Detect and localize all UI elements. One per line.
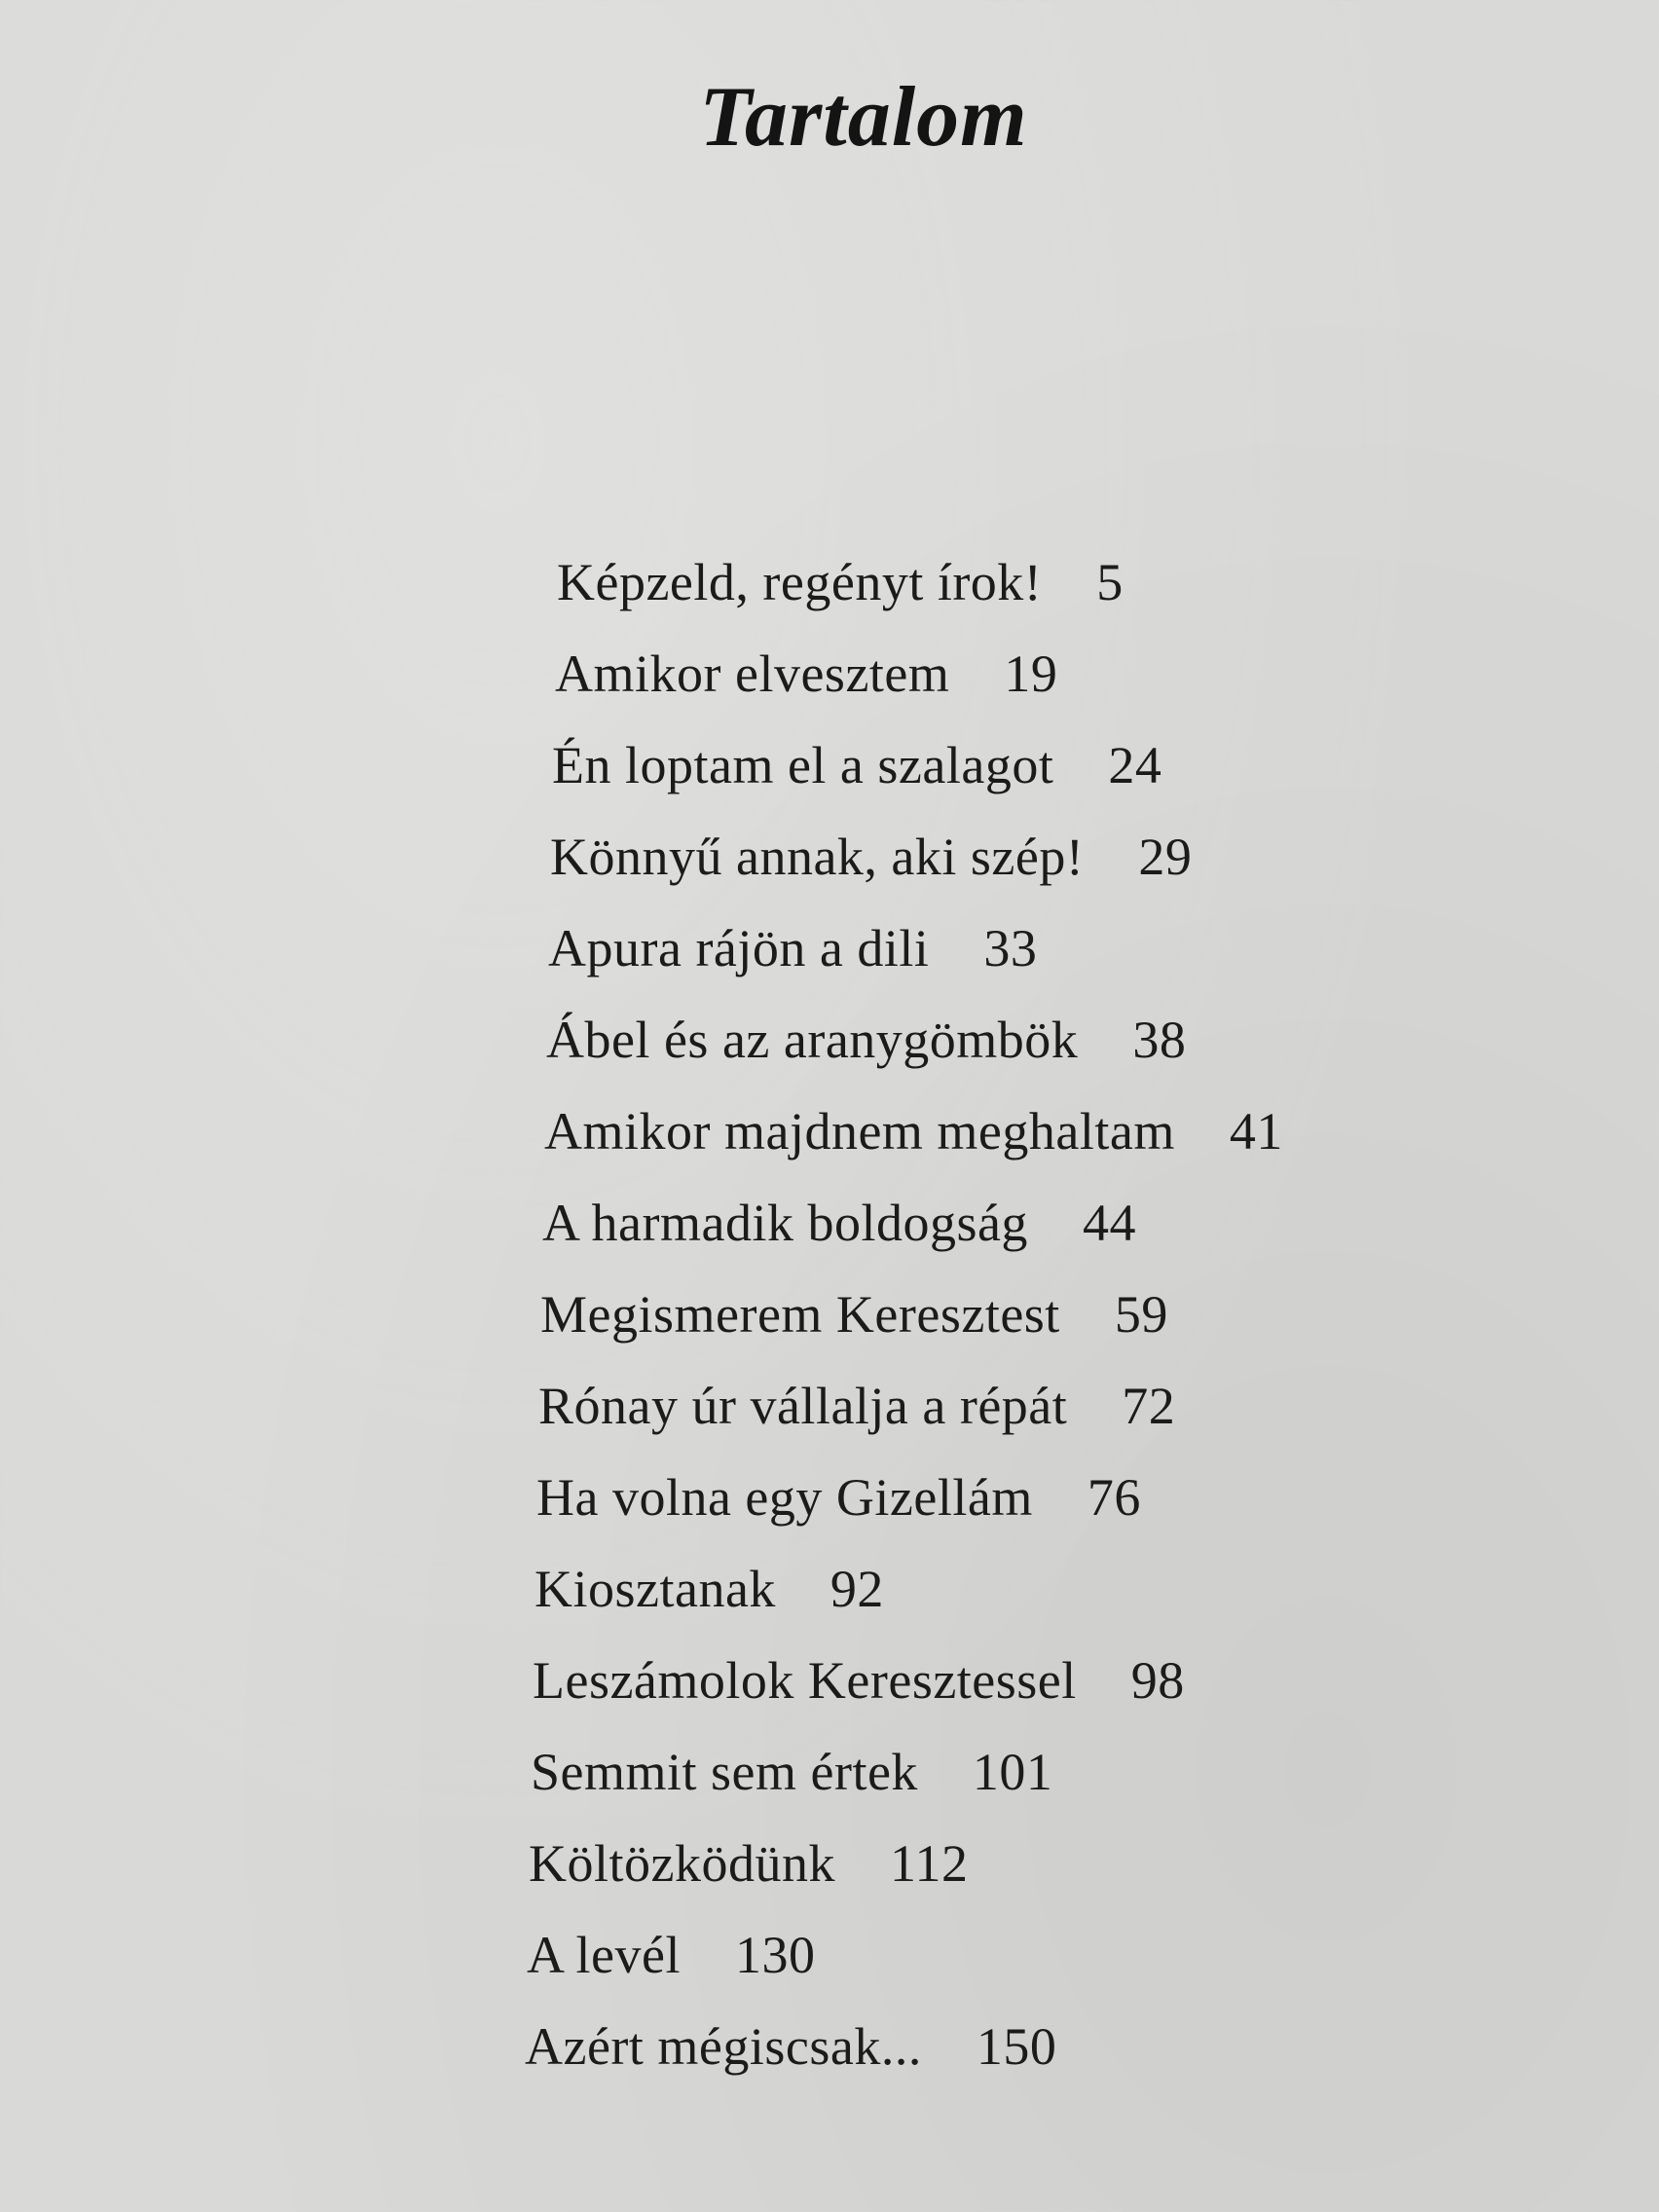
toc-entry: [557, 543, 1124, 621]
toc-entry-page: 59: [1114, 1285, 1168, 1344]
toc-entry-title: Költözködünk: [529, 1834, 835, 1893]
toc-entry-title: Amikor majdnem meghaltam: [544, 1102, 1175, 1161]
toc-entry-page: 5: [1096, 553, 1124, 611]
toc-entry: [555, 635, 1057, 713]
toc-entry-page: 72: [1122, 1377, 1176, 1435]
toc-entry-title: Én loptam el a szalagot: [552, 736, 1054, 794]
toc-entry-page: 33: [983, 919, 1038, 977]
toc-entry-title: Semmit sem értek: [531, 1743, 918, 1801]
toc-entry-page: 130: [734, 1926, 816, 1984]
toc-entry-title: Amikor elvesztem: [555, 645, 950, 703]
toc-entry: [531, 1733, 1052, 1811]
toc-entry-title: Rónay úr vállalja a répát: [538, 1377, 1068, 1435]
toc-entry-page: 44: [1082, 1194, 1136, 1252]
toc-entry: [527, 1916, 815, 1994]
toc-entry: [550, 818, 1192, 896]
toc-entry-page: 24: [1108, 736, 1162, 794]
toc-entry-page: 150: [976, 2017, 1057, 2076]
toc-entry-title: A harmadik boldogság: [542, 1194, 1028, 1252]
toc-entry-title: Képzeld, regényt írok!: [557, 553, 1043, 611]
toc-entry-page: 38: [1132, 1011, 1187, 1069]
toc-entry-page: 76: [1087, 1468, 1141, 1527]
toc-entry-title: Apura rájön a dili: [548, 919, 930, 977]
page-title: Tartalom: [699, 70, 1028, 165]
toc-entry-page: 41: [1229, 1102, 1283, 1161]
toc-entry: [525, 2008, 1056, 2085]
toc-entry-title: Azért mégiscsak...: [525, 2017, 922, 2076]
toc-entry: [538, 1367, 1175, 1445]
toc-entry-title: Könnyű annak, aki szép!: [550, 828, 1085, 886]
toc-entry: [546, 1001, 1186, 1079]
toc-entry: [548, 909, 1037, 987]
toc-entry-page: 29: [1138, 828, 1193, 886]
toc-entry-title: Kiosztanak: [535, 1560, 776, 1618]
toc-entry: [542, 1184, 1136, 1262]
toc-entry-title: Ha volna egy Gizellám: [536, 1468, 1033, 1527]
toc-entry: [552, 726, 1161, 804]
toc-entry-page: 112: [889, 1834, 969, 1893]
toc-entry-title: A levél: [527, 1926, 681, 1984]
toc-entry-page: 92: [830, 1560, 884, 1618]
toc-entry-title: Ábel és az aranygömbök: [546, 1011, 1079, 1069]
toc-entry: [536, 1458, 1141, 1536]
toc-entry-page: 19: [1004, 645, 1058, 703]
toc-entry: [544, 1092, 1283, 1170]
toc-entry-title: Megismerem Keresztest: [540, 1285, 1060, 1344]
toc-entry-page: 98: [1130, 1651, 1185, 1710]
toc-entry: [535, 1550, 884, 1628]
toc-entry: [533, 1641, 1185, 1719]
toc-entry: [529, 1825, 968, 1902]
toc-entry-page: 101: [972, 1743, 1053, 1801]
toc-entry: [540, 1275, 1168, 1353]
toc-entry-title: Leszámolok Keresztessel: [533, 1651, 1077, 1710]
